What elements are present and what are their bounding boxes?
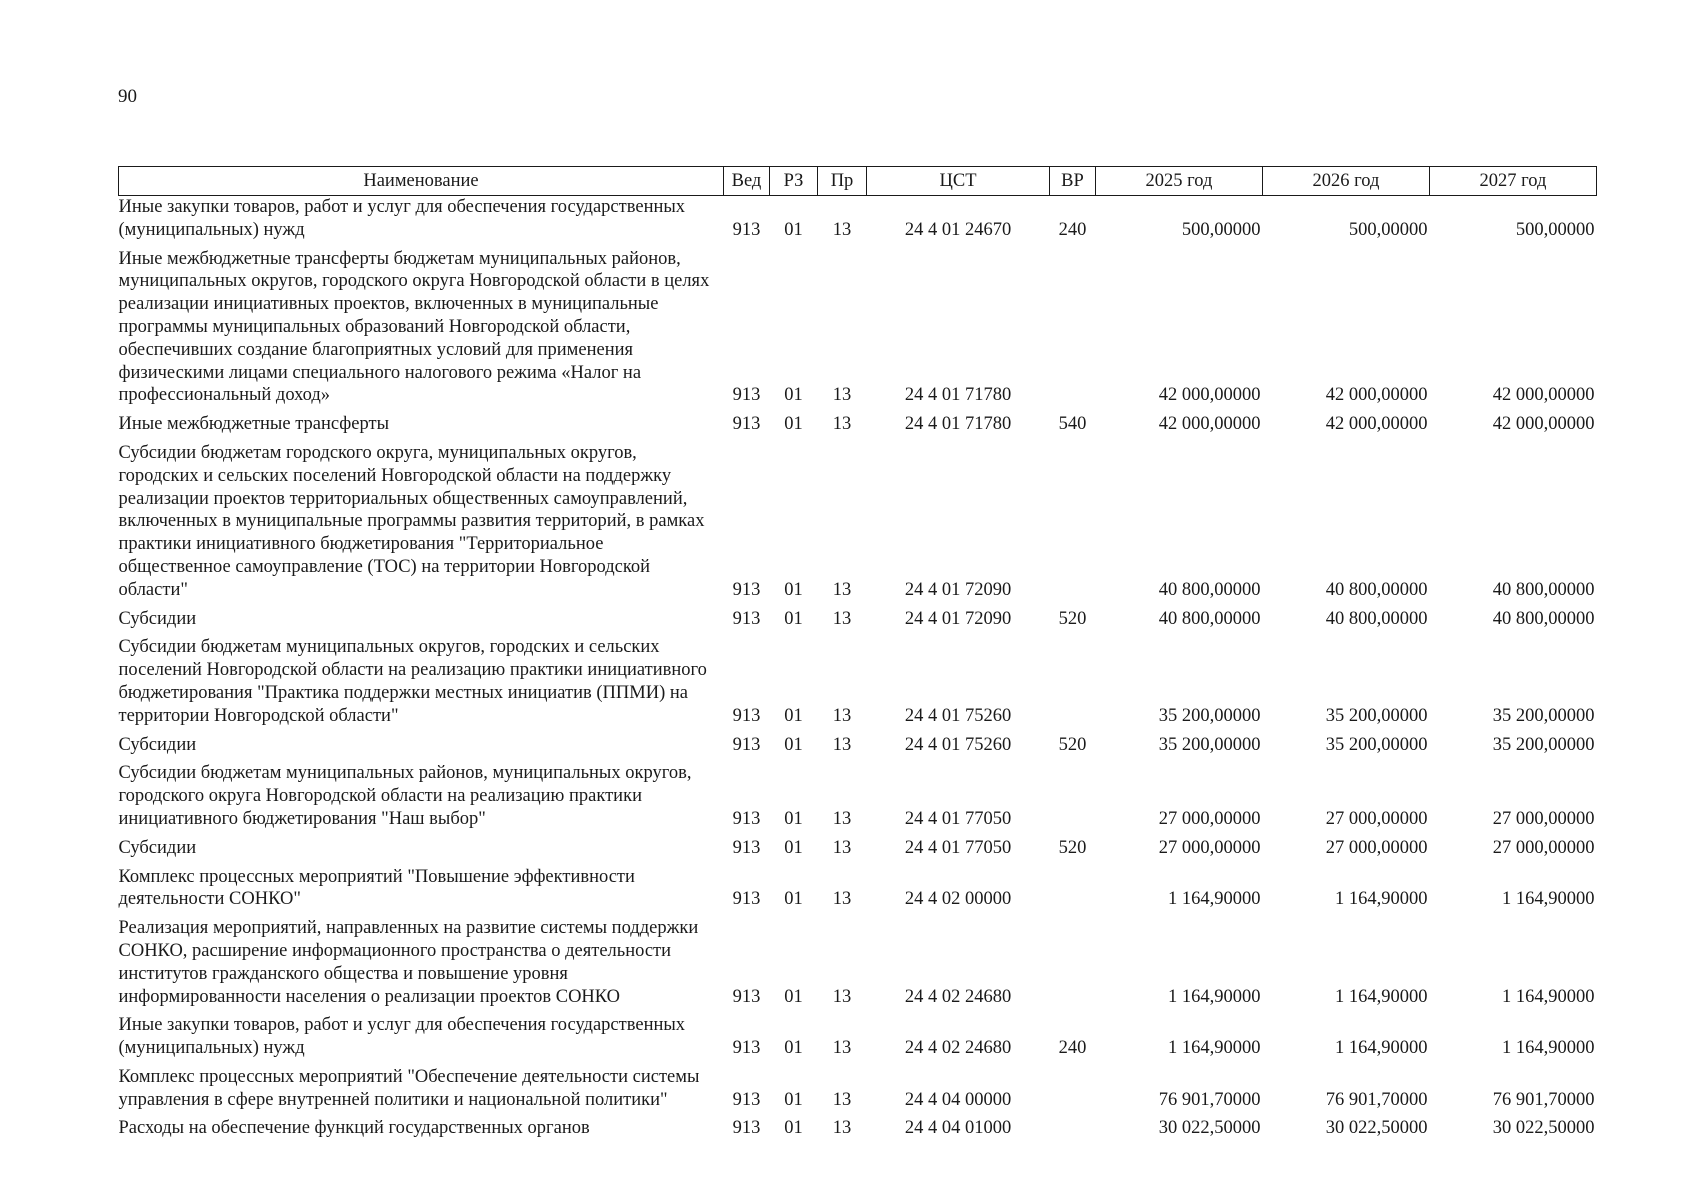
row-name: Субсидии бюджетам муниципальных районов, муниципальных округов, городского округа Новгородской области на реализацию практики инициативного бюджетирования "Наш выбор" bbox=[118, 763, 692, 829]
table-row bbox=[119, 866, 1597, 918]
row-cst: 24 4 01 72090 bbox=[904, 579, 1012, 600]
row-2027: 1 164,90000 bbox=[1502, 1038, 1595, 1059]
row-name: Реализация мероприятий, направленных на развитие системы поддержки СОНКО, расширение информационного пространства о деятельности институтов гражданского общества и повышение уровня информированности населения о реализации проектов СОНКО bbox=[118, 918, 699, 1007]
row-2025: 42 000,00000 bbox=[1158, 414, 1261, 435]
row-name: Субсидии bbox=[118, 608, 197, 629]
header-row bbox=[119, 167, 1597, 196]
table-header bbox=[119, 167, 1597, 196]
row-rz: 01 bbox=[784, 414, 803, 435]
row-vr bbox=[1050, 762, 1096, 836]
table-row bbox=[119, 917, 1597, 1014]
row-ved: 913 bbox=[732, 1089, 761, 1110]
row-2027: 27 000,00000 bbox=[1492, 808, 1595, 829]
row-name: Субсидии bbox=[118, 837, 197, 858]
row-rz: 01 bbox=[784, 385, 803, 406]
row-name: Субсидии бюджетам муниципальных округов, городских и сельских поселений Новгородской области на реализацию практики инициативного бюджетирования "Практика поддержки местных инициатив (ППМИ) на территории Новгородской области" bbox=[118, 637, 707, 726]
row-rz: 01 bbox=[784, 608, 803, 629]
header-name: Наименование bbox=[119, 167, 724, 196]
row-2026: 1 164,90000 bbox=[1335, 1038, 1428, 1059]
row-2025: 40 800,00000 bbox=[1158, 608, 1261, 629]
row-ved: 913 bbox=[732, 808, 761, 829]
row-ved: 913 bbox=[732, 579, 761, 600]
row-cst: 24 4 01 71780 bbox=[904, 385, 1012, 406]
header-vr: ВР bbox=[1050, 167, 1096, 196]
row-name: Субсидии bbox=[118, 734, 197, 755]
row-2025: 27 000,00000 bbox=[1158, 808, 1261, 829]
table-row bbox=[119, 1117, 1597, 1146]
row-pr: 13 bbox=[832, 579, 852, 600]
row-ved: 913 bbox=[732, 889, 761, 910]
row-2026: 30 022,50000 bbox=[1325, 1118, 1428, 1139]
row-cst: 24 4 01 71780 bbox=[904, 414, 1012, 435]
row-2025: 1 164,90000 bbox=[1168, 986, 1261, 1007]
row-2025: 42 000,00000 bbox=[1158, 385, 1261, 406]
row-pr: 13 bbox=[832, 414, 852, 435]
header-2027: 2027 год bbox=[1430, 167, 1597, 196]
row-2027: 40 800,00000 bbox=[1492, 579, 1595, 600]
row-vr bbox=[1050, 1117, 1096, 1146]
row-2026: 35 200,00000 bbox=[1325, 734, 1428, 755]
header-rz: РЗ bbox=[770, 167, 818, 196]
row-cst: 24 4 01 77050 bbox=[904, 808, 1012, 829]
row-2027: 35 200,00000 bbox=[1492, 705, 1595, 726]
row-2026: 1 164,90000 bbox=[1335, 889, 1428, 910]
row-cst: 24 4 01 75260 bbox=[904, 734, 1012, 755]
row-ved: 913 bbox=[732, 837, 761, 858]
table-row bbox=[119, 608, 1597, 637]
table-row bbox=[119, 837, 1597, 866]
row-pr: 13 bbox=[832, 705, 852, 726]
row-ved: 913 bbox=[732, 219, 761, 240]
row-vr bbox=[1050, 1066, 1096, 1118]
page-number: 90 bbox=[118, 86, 137, 107]
row-rz: 01 bbox=[784, 1089, 803, 1110]
row-cst: 24 4 02 24680 bbox=[904, 1038, 1012, 1059]
row-pr: 13 bbox=[832, 837, 852, 858]
row-vr: 240 bbox=[1058, 1038, 1087, 1059]
row-vr bbox=[1050, 636, 1096, 733]
row-name: Субсидии бюджетам городского округа, муниципальных округов, городских и сельских поселений Новгородской области на поддержку реализации проектов территориальных общественных самоуправлений, включенных в муниципальные программы развития территорий, в рамках практики инициативного бюджетирования "Территориальное общественное самоуправление (ТОС) на территории Новгородской области" bbox=[118, 442, 705, 600]
header-pr: Пр bbox=[818, 167, 867, 196]
row-name: Иные межбюджетные трансферты бюджетам муниципальных районов, муниципальных округов, городского округа Новгородской области в целях реализации инициативных проектов, включенных в муниципальные программы муниципальных образований Новгородской области, обеспечивших создание благоприятных условий для применения физическими лицами специального налогового режима «Налог на профессиональный доход» bbox=[118, 248, 710, 406]
row-pr: 13 bbox=[832, 734, 852, 755]
table-row bbox=[119, 734, 1597, 763]
row-pr: 13 bbox=[832, 385, 852, 406]
row-pr: 13 bbox=[832, 608, 852, 629]
budget-table bbox=[118, 166, 1597, 1146]
row-name: Комплекс процессных мероприятий "Повышение эффективности деятельности СОНКО" bbox=[118, 866, 635, 910]
table-row bbox=[119, 762, 1597, 836]
row-pr: 13 bbox=[832, 1118, 852, 1139]
row-name: Иные закупки товаров, работ и услуг для обеспечения государственных (муниципальных) нужд bbox=[118, 1015, 686, 1059]
row-rz: 01 bbox=[784, 808, 803, 829]
table-row bbox=[119, 442, 1597, 608]
row-name: Комплекс процессных мероприятий "Обеспечение деятельности системы управления в сфере внутренней политики и национальной политики" bbox=[118, 1066, 700, 1110]
row-vr bbox=[1050, 442, 1096, 608]
row-2026: 76 901,70000 bbox=[1325, 1089, 1428, 1110]
row-cst: 24 4 04 01000 bbox=[904, 1118, 1012, 1139]
row-cst: 24 4 01 72090 bbox=[904, 608, 1012, 629]
row-ved: 913 bbox=[732, 705, 761, 726]
row-rz: 01 bbox=[784, 986, 803, 1007]
row-2025: 1 164,90000 bbox=[1168, 889, 1261, 910]
row-2025: 40 800,00000 bbox=[1158, 579, 1261, 600]
row-rz: 01 bbox=[784, 889, 803, 910]
row-ved: 913 bbox=[732, 414, 761, 435]
row-pr: 13 bbox=[832, 808, 852, 829]
row-rz: 01 bbox=[784, 837, 803, 858]
row-2026: 42 000,00000 bbox=[1325, 385, 1428, 406]
row-2027: 1 164,90000 bbox=[1502, 889, 1595, 910]
row-ved: 913 bbox=[732, 1038, 761, 1059]
row-vr: 520 bbox=[1058, 837, 1087, 858]
row-pr: 13 bbox=[832, 986, 852, 1007]
row-cst: 24 4 01 24670 bbox=[904, 219, 1012, 240]
row-2025: 35 200,00000 bbox=[1158, 734, 1261, 755]
row-2025: 1 164,90000 bbox=[1168, 1038, 1261, 1059]
row-cst: 24 4 02 00000 bbox=[904, 889, 1012, 910]
row-vr: 520 bbox=[1058, 608, 1087, 629]
row-pr: 13 bbox=[832, 889, 852, 910]
row-cst: 24 4 01 75260 bbox=[904, 705, 1012, 726]
row-2026: 500,00000 bbox=[1348, 219, 1428, 240]
row-cst: 24 4 01 77050 bbox=[904, 837, 1012, 858]
row-name: Иные закупки товаров, работ и услуг для обеспечения государственных (муниципальных) нужд bbox=[118, 197, 686, 240]
row-vr: 520 bbox=[1058, 734, 1087, 755]
row-2026: 42 000,00000 bbox=[1325, 414, 1428, 435]
row-2025: 76 901,70000 bbox=[1158, 1089, 1261, 1110]
row-vr: 240 bbox=[1058, 219, 1087, 240]
row-ved: 913 bbox=[732, 1118, 761, 1139]
row-2026: 35 200,00000 bbox=[1325, 705, 1428, 726]
table-body bbox=[119, 196, 1597, 1147]
row-2025: 35 200,00000 bbox=[1158, 705, 1261, 726]
row-2025: 27 000,00000 bbox=[1158, 837, 1261, 858]
row-2027: 1 164,90000 bbox=[1502, 986, 1595, 1007]
row-vr bbox=[1050, 917, 1096, 1014]
row-cst: 24 4 02 24680 bbox=[904, 986, 1012, 1007]
header-2025: 2025 год bbox=[1096, 167, 1263, 196]
row-vr bbox=[1050, 248, 1096, 414]
row-rz: 01 bbox=[784, 219, 803, 240]
row-2027: 42 000,00000 bbox=[1492, 385, 1595, 406]
row-2027: 30 022,50000 bbox=[1492, 1118, 1595, 1139]
row-2027: 76 901,70000 bbox=[1492, 1089, 1595, 1110]
row-vr: 540 bbox=[1058, 414, 1087, 435]
row-rz: 01 bbox=[784, 1118, 803, 1139]
row-2026: 40 800,00000 bbox=[1325, 579, 1428, 600]
budget-table-container bbox=[118, 166, 1596, 1146]
row-ved: 913 bbox=[732, 608, 761, 629]
row-2026: 27 000,00000 bbox=[1325, 837, 1428, 858]
row-ved: 913 bbox=[732, 986, 761, 1007]
table-row bbox=[119, 248, 1597, 414]
row-2027: 27 000,00000 bbox=[1492, 837, 1595, 858]
table-row bbox=[119, 1066, 1597, 1118]
row-2026: 40 800,00000 bbox=[1325, 608, 1428, 629]
table-row bbox=[119, 413, 1597, 442]
table-row bbox=[119, 1014, 1597, 1066]
row-2025: 500,00000 bbox=[1181, 219, 1261, 240]
row-ved: 913 bbox=[732, 385, 761, 406]
row-rz: 01 bbox=[784, 579, 803, 600]
header-ved: Вед bbox=[724, 167, 770, 196]
table-row bbox=[119, 196, 1597, 248]
row-ved: 913 bbox=[732, 734, 761, 755]
row-2027: 40 800,00000 bbox=[1492, 608, 1595, 629]
row-rz: 01 bbox=[784, 1038, 803, 1059]
header-2026: 2026 год bbox=[1263, 167, 1430, 196]
header-cst: ЦСТ bbox=[867, 167, 1050, 196]
row-rz: 01 bbox=[784, 705, 803, 726]
row-2026: 1 164,90000 bbox=[1335, 986, 1428, 1007]
row-2026: 27 000,00000 bbox=[1325, 808, 1428, 829]
row-vr bbox=[1050, 866, 1096, 918]
row-rz: 01 bbox=[784, 734, 803, 755]
row-2027: 500,00000 bbox=[1515, 219, 1595, 240]
row-name: Расходы на обеспечение функций государственных органов bbox=[118, 1118, 590, 1139]
row-cst: 24 4 04 00000 bbox=[904, 1089, 1012, 1110]
row-pr: 13 bbox=[832, 219, 852, 240]
row-2027: 42 000,00000 bbox=[1492, 414, 1595, 435]
table-row bbox=[119, 636, 1597, 733]
row-2025: 30 022,50000 bbox=[1158, 1118, 1261, 1139]
row-pr: 13 bbox=[832, 1038, 852, 1059]
row-2027: 35 200,00000 bbox=[1492, 734, 1595, 755]
row-name: Иные межбюджетные трансферты bbox=[118, 414, 390, 435]
row-pr: 13 bbox=[832, 1089, 852, 1110]
